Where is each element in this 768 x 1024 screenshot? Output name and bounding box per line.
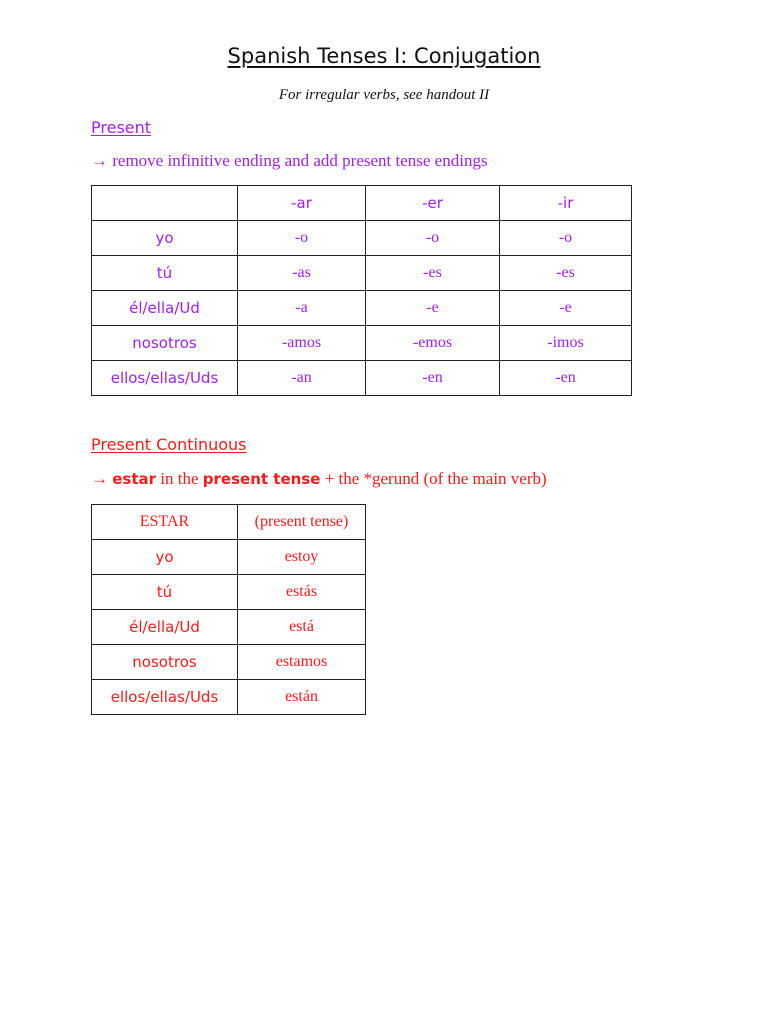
table-row	[92, 610, 366, 645]
pronoun-cell: ellos/ellas/Uds	[92, 680, 238, 715]
table-row	[92, 575, 366, 610]
ending-cell: -e	[500, 291, 632, 326]
page-subtitle: For irregular verbs, see handout II	[278, 87, 490, 103]
form-cell: están	[238, 680, 366, 715]
pronoun-cell: yo	[92, 221, 238, 256]
present-continuous-heading: Present Continuous	[91, 435, 247, 454]
header-cell-blank	[92, 186, 238, 221]
ending-cell: -as	[238, 256, 366, 291]
note-verb: estar	[112, 470, 157, 488]
ending-cell: -emos	[366, 326, 500, 361]
table-header-row	[92, 186, 632, 221]
pronoun-cell: él/ella/Ud	[92, 610, 238, 645]
table-row	[92, 680, 366, 715]
note-rest: + the *gerund (of the main verb)	[324, 469, 547, 488]
table-row	[92, 221, 632, 256]
table-header-row	[92, 505, 366, 540]
present-heading: Present	[91, 118, 152, 137]
pronoun-cell: yo	[92, 540, 238, 575]
form-cell: estamos	[238, 645, 366, 680]
estar-conjugation-table	[91, 504, 366, 715]
ending-cell: -e	[366, 291, 500, 326]
present-endings-table	[91, 185, 632, 396]
present-note: → remove infinitive ending and add present tense endings	[91, 151, 488, 170]
ending-cell: -imos	[500, 326, 632, 361]
table-row	[92, 540, 366, 575]
ending-cell: -o	[500, 221, 632, 256]
table-row	[92, 291, 632, 326]
ending-cell: -o	[366, 221, 500, 256]
ending-cell: -an	[238, 361, 366, 396]
header-cell-estar: ESTAR	[92, 505, 238, 540]
ending-cell: -es	[500, 256, 632, 291]
table-row	[92, 645, 366, 680]
ending-cell: -amos	[238, 326, 366, 361]
form-cell: estás	[238, 575, 366, 610]
header-cell-present-tense: (present tense)	[238, 505, 366, 540]
pronoun-cell: nosotros	[92, 326, 238, 361]
ending-cell: -en	[500, 361, 632, 396]
note-in-the: in the	[160, 469, 199, 488]
ending-cell: -o	[238, 221, 366, 256]
table-row	[92, 361, 632, 396]
note-tense: present tense	[202, 470, 321, 488]
pronoun-cell: tú	[92, 575, 238, 610]
form-cell: está	[238, 610, 366, 645]
page-title: Spanish Tenses I: Conjugation	[227, 44, 541, 68]
header-cell-ir: -ir	[500, 186, 632, 221]
header-cell-ar: -ar	[238, 186, 366, 221]
arrow-glyph: →	[91, 469, 108, 488]
present-continuous-note	[91, 469, 547, 489]
pronoun-cell: él/ella/Ud	[92, 291, 238, 326]
form-cell: estoy	[238, 540, 366, 575]
pronoun-cell: tú	[92, 256, 238, 291]
ending-cell: -a	[238, 291, 366, 326]
pronoun-cell: ellos/ellas/Uds	[92, 361, 238, 396]
ending-cell: -es	[366, 256, 500, 291]
table-row	[92, 256, 632, 291]
ending-cell: -en	[366, 361, 500, 396]
table-row	[92, 326, 632, 361]
pronoun-cell: nosotros	[92, 645, 238, 680]
header-cell-er: -er	[366, 186, 500, 221]
